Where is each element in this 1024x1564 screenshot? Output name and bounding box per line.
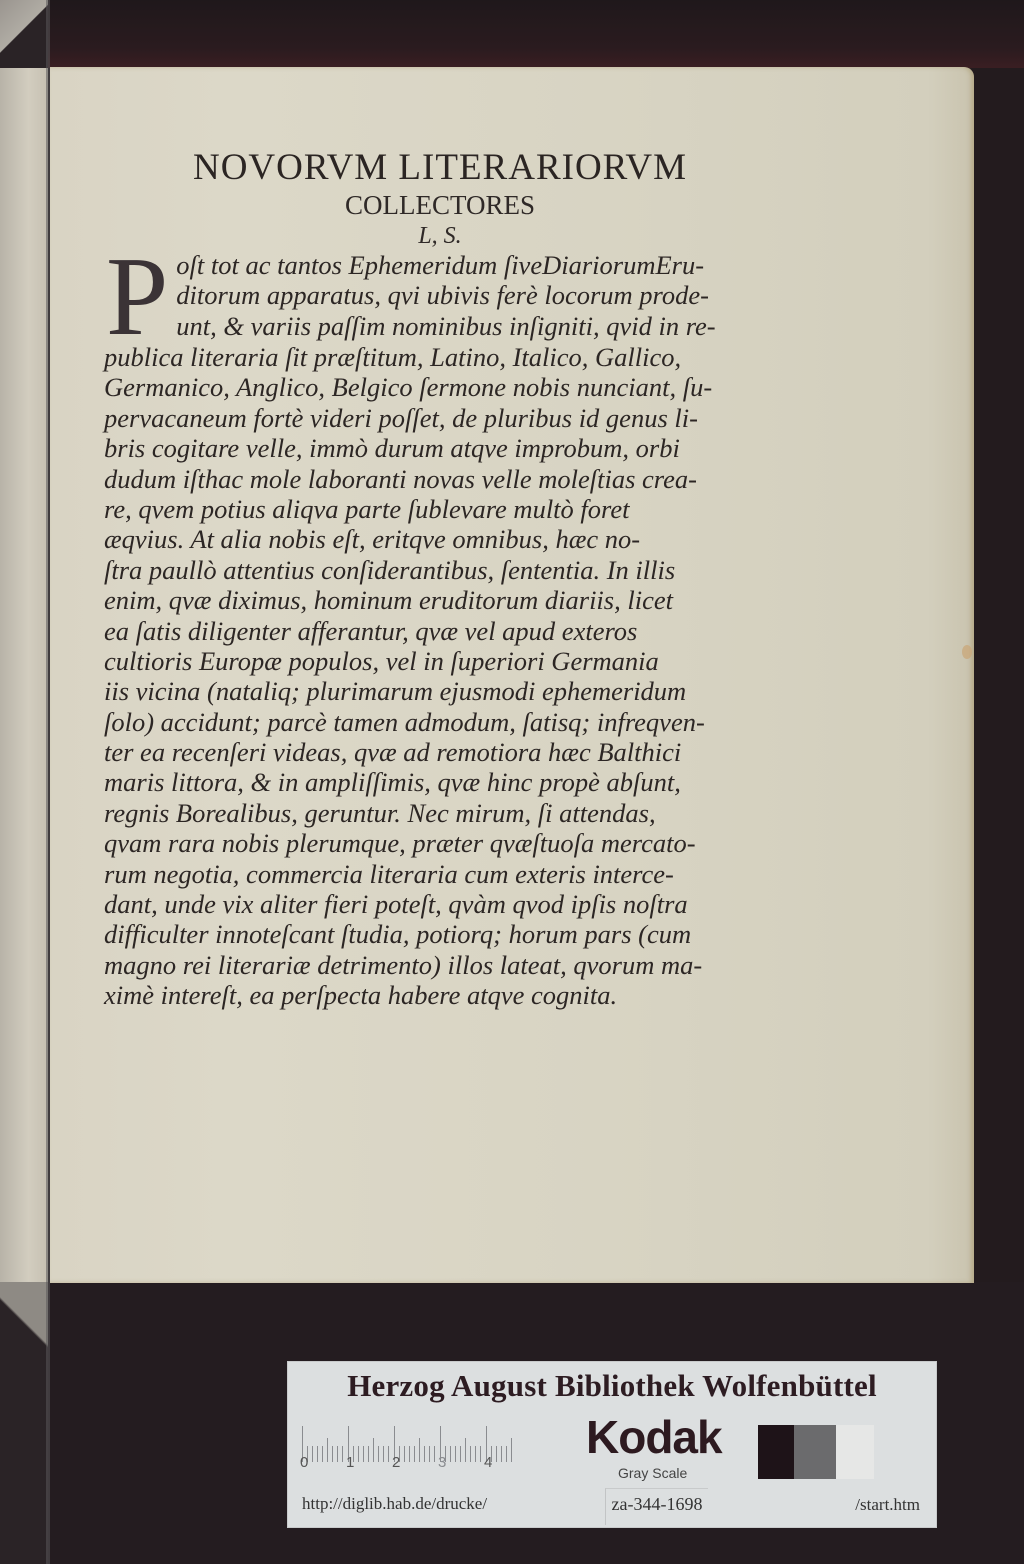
adjacent-leaf-corner (0, 0, 48, 68)
ruler-label: 4 (484, 1454, 493, 1471)
kodak-logo: Kodak (586, 1411, 722, 1463)
scan-background-top (0, 0, 1024, 68)
shelfmark: za-344-1698 (605, 1488, 708, 1525)
text-line: cultioris Europæ populos, vel in ſuperiori Germania (104, 645, 659, 676)
adjacent-leaf-edge (0, 68, 48, 1282)
paper-stain (962, 645, 972, 659)
text-line: unt, & variis paſſim nominibus inſigniti, qvid in re- (176, 310, 716, 341)
text-line: difficulter innoteſcant ſtudia, potiorq; horum pars (cum (104, 919, 692, 950)
text-line: ditorum apparatus, qvi ubivis ferè locorum prode- (176, 280, 709, 311)
ruler-label: 1 (346, 1454, 355, 1471)
institution-name: Herzog August Bibliothek Wolfenbüttel (347, 1368, 877, 1403)
ruler-label: 3 (438, 1454, 447, 1471)
text-line: regnis Borealibus, geruntur. Nec mirum, ſi attendas, (104, 797, 656, 828)
adjacent-leaf-corner-bottom (0, 1282, 48, 1564)
text-line: Germanico, Anglico, Belgico ſermone nobis nunciant, ſu- (104, 372, 713, 403)
text-line: rum negotia, commercia literaria cum exteris interce- (104, 858, 674, 889)
gray-scale-swatch-white (836, 1425, 874, 1479)
text-line: re, qvem potius aliqva parte ſublevare multò foret (104, 493, 630, 524)
text-line: magno rei literariæ detrimento) illos lateat, qvorum ma- (104, 949, 703, 980)
text-line: enim, qvæ diximus, hominum eruditorum diariis, licet (104, 585, 673, 616)
text-line: ſolo) accidunt; parcè tamen admodum, ſatisq; infreqven- (104, 706, 705, 737)
text-line: bris cogitare velle, immò durum atqve improbum, orbi (104, 433, 680, 464)
text-line: maris littora, & in ampliſſimis, qvæ hinc propè abſunt, (104, 767, 681, 798)
ruler-label: 0 (300, 1454, 309, 1471)
text-line: ſtra paullò attentius conſiderantibus, ſententia. In illis (104, 554, 676, 585)
salutation: L, S. (418, 223, 462, 249)
library-scan-label (287, 1361, 937, 1528)
text-line: æqvius. At alia nobis eſt, eritqve omnibus, hæc no- (104, 524, 641, 555)
page-title: NOVORVM LITERARIORVM (192, 147, 688, 188)
text-line: dant, unde vix aliter fieri poteſt, qvàm qvod ipſis noſtra (104, 889, 688, 920)
gray-scale-caption: Gray Scale (618, 1465, 688, 1481)
text-line: publica literaria ſit præſtitum, Latino, Italico, Gallico, (104, 342, 682, 372)
drop-cap-initial: P (106, 235, 169, 359)
gray-scale-swatch-black (758, 1425, 794, 1479)
text-line: pervacaneum fortè videri poſſet, de pluribus id genus li- (104, 402, 698, 433)
ruler-label: 2 (392, 1454, 401, 1471)
page-subtitle: COLLECTORES (344, 190, 535, 220)
text-line: ximè intereſt, ea perſpecta habere atqve cognita. (104, 980, 618, 1011)
text-line: ter ea recenſeri videas, qvæ ad remotiora hæc Balthici (104, 737, 682, 768)
text-line: oſt tot ac tantos Ephemeridum ſiveDiariorumEru- (176, 250, 705, 280)
gray-scale-swatch-gray (794, 1425, 836, 1479)
url-suffix: /start.htm (855, 1495, 920, 1514)
text-line: ea ſatis diligenter afferantur, qvæ vel apud exteros (104, 615, 638, 646)
text-line: qvam rara nobis plerumque, præter qvæſtuoſa mercato- (104, 828, 696, 859)
text-line: dudum iſthac mole laboranti novas velle moleſtias crea- (104, 463, 697, 494)
text-line: iis vicina (nataliq; plurimarum ejusmodi ephemeridum (104, 676, 687, 707)
digital-library-url: http://diglib.hab.de/drucke/ (302, 1494, 488, 1513)
